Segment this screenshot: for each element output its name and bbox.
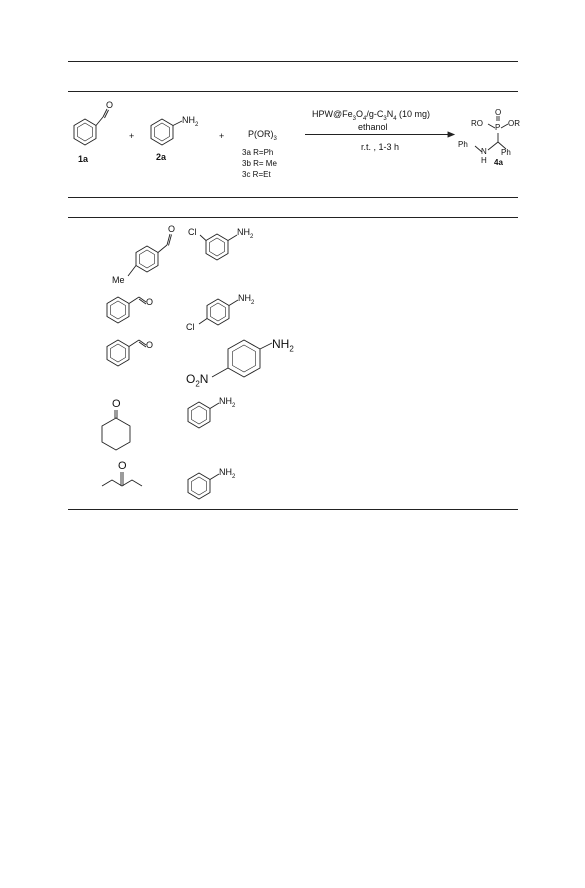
product-nh-hydrogen: H: [481, 156, 487, 165]
plus-sign-2: +: [219, 131, 225, 141]
row4-carbonyl-oxygen: O: [112, 398, 121, 410]
product-nitrogen: N: [481, 147, 487, 156]
aniline-amine-label: $NH_2$: [182, 115, 199, 128]
row2-aldehyde-structure: [107, 297, 146, 323]
row2-carbonyl-oxygen: O: [146, 297, 154, 307]
product-ph-right: Ph: [501, 148, 511, 157]
row2-amine-structure: [199, 299, 238, 325]
benzaldehyde-structure: [74, 109, 109, 145]
conditions-label: r.t. , 1-3 h: [361, 142, 400, 152]
reaction-arrow: [305, 132, 454, 137]
product-or-label: OR: [508, 119, 520, 128]
catalyst-label: $HPW@Fe_3O_4/g-C_3N_4$ (10 mg): [312, 109, 431, 122]
row1-amine-label: $NH_2$: [237, 227, 254, 240]
product-phosphorus: P: [495, 123, 501, 132]
solvent-label: ethanol: [358, 122, 388, 132]
row4-amine-label: $NH_2$: [219, 396, 236, 409]
phosphite-variant-3b: 3b R= Me: [242, 159, 277, 168]
row1-chloro-label: Cl: [188, 227, 197, 237]
product-ph-left: Ph: [458, 140, 468, 149]
compound-4a-label: 4a: [494, 158, 503, 167]
row5-amine-label: $NH_2$: [219, 467, 236, 480]
row3-amine-structure: [212, 340, 272, 377]
phosphite-formula: $P(OR)_3$: [248, 129, 277, 142]
row5-amine-structure: [188, 473, 219, 499]
row2-amine-label: $NH_2$: [238, 293, 255, 306]
row4-amine-structure: [188, 402, 219, 428]
phosphite-variant-3c: 3c R=Et: [242, 170, 271, 179]
row3-amine-label: $NH_2$: [272, 337, 294, 354]
row3-carbonyl-oxygen: O: [146, 340, 154, 350]
row5-ketone-structure: [102, 472, 142, 486]
compound-1a-label: 1a: [78, 154, 89, 164]
product-po-oxygen: O: [495, 108, 502, 117]
row4-ketone-structure: [102, 410, 130, 450]
row3-aldehyde-structure: [107, 340, 146, 366]
row1-methyl-label: Me: [112, 275, 125, 285]
row1-aldehyde-structure: [128, 234, 172, 276]
row5-carbonyl-oxygen: O: [118, 460, 127, 472]
compound-2a-label: 2a: [156, 152, 167, 162]
aldehyde-oxygen-label: O: [106, 100, 114, 110]
plus-sign-1: +: [129, 131, 135, 141]
row3-nitro-label: $O_2N$: [186, 372, 209, 389]
aniline-structure: [151, 119, 182, 145]
row2-chloro-label: Cl: [186, 322, 195, 332]
row1-carbonyl-oxygen: O: [168, 224, 176, 234]
row1-amine-structure: [200, 234, 237, 260]
phosphite-variant-3a: 3a R=Ph: [242, 148, 274, 157]
product-ro-label: RO: [471, 119, 483, 128]
